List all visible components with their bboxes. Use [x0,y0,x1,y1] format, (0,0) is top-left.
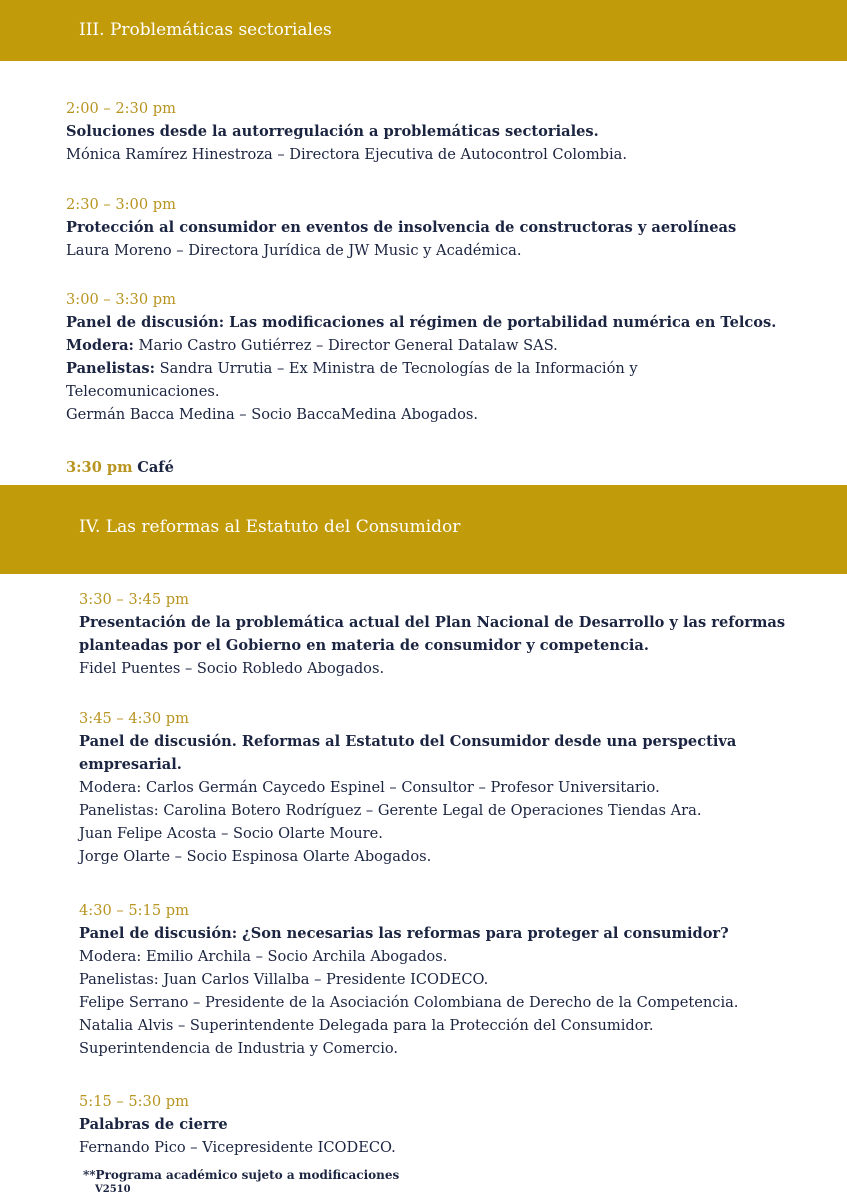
speaker-line: Laura Moreno – Directora Jurídica de JW Music y Académica. [66,242,522,259]
session-title-line: Presentación de la problemática actual del Plan Nacional de Desarrollo y las reformas [79,614,786,631]
footer-note: **Programa académico sujeto a modificaciones [83,1168,400,1182]
break-title: Café [137,459,174,476]
session-time: 5:15 – 5:30 pm [79,1093,189,1110]
speaker-line: Mónica Ramírez Hinestroza – Directora Ejecutiva de Autocontrol Colombia. [66,146,628,163]
panelists-line [66,357,776,380]
session-title-line: Panel de discusión. Reformas al Estatuto del Consumidor desde una perspectiva [79,733,737,750]
session-title-line: planteadas por el Gobierno en materia de consumidor y competencia. [79,637,649,654]
session-title: Panel de discusión: Las modificaciones al régimen de portabilidad numérica en Telcos. [66,314,777,331]
session-3 [66,288,776,426]
speaker-line: Felipe Serrano – Presidente de la Asociación Colombiana de Derecho de la Competencia. [79,994,739,1011]
session-title: Panel de discusión: ¿Son necesarias las reformas para proteger al consumidor? [79,925,729,942]
speaker-line: Modera: Emilio Archila – Socio Archila Abogados. [79,948,448,965]
speaker-line: Superintendencia de Industria y Comercio. [79,1040,399,1057]
session-time: 2:30 – 3:00 pm [66,196,176,213]
session-title: Soluciones desde la autorregulación a problemáticas sectoriales. [66,123,599,140]
session-time: 3:00 – 3:30 pm [66,291,176,308]
moderator-label: Modera: [66,337,134,354]
coffee-break [66,456,174,479]
session-6 [79,707,736,868]
session-title: Protección al consumidor en eventos de insolvencia de constructoras y aerolíneas [66,219,737,236]
break-time: 3:30 pm [66,459,133,476]
speaker-line: Juan Felipe Acosta – Socio Olarte Moure. [79,825,383,842]
speaker-line: Telecomunicaciones. [66,383,220,400]
session-title: Palabras de cierre [79,1116,228,1133]
speaker-line: Panelistas: Carolina Botero Rodríguez – Gerente Legal de Operaciones Tiendas Ara. [79,802,702,819]
footer-version: V2510 [95,1184,131,1195]
panelists-label: Panelistas: [66,360,156,377]
moderator-line [66,334,776,357]
speaker-line: Jorge Olarte – Socio Espinosa Olarte Abogados. [79,848,432,865]
session-time: 3:30 – 3:45 pm [79,591,189,608]
session-8 [79,1090,396,1159]
session-1 [66,97,627,166]
session-2 [66,193,736,262]
session-7 [79,899,738,1060]
speaker-line: Natalia Alvis – Superintendente Delegada para la Protección del Consumidor. [79,1017,654,1034]
session-time: 2:00 – 2:30 pm [66,100,176,117]
speaker-line: Fernando Pico – Vicepresidente ICODECO. [79,1139,396,1156]
panelist-name: Sandra Urrutia – Ex Ministra de Tecnologías de la Información y [155,360,638,377]
speaker-line: Modera: Carlos Germán Caycedo Espinel – Consultor – Profesor Universitario. [79,779,660,796]
section-title-iv: IV. Las reformas al Estatuto del Consumidor [79,517,461,537]
session-title-line: empresarial. [79,756,182,773]
speaker-line: Germán Bacca Medina – Socio BaccaMedina Abogados. [66,406,479,423]
moderator-name: Mario Castro Gutiérrez – Director General Datalaw SAS. [133,337,558,354]
section-title-iii: III. Problemáticas sectoriales [79,20,332,40]
session-time: 4:30 – 5:15 pm [79,902,189,919]
session-5 [79,588,785,680]
session-time: 3:45 – 4:30 pm [79,710,189,727]
speaker-line: Panelistas: Juan Carlos Villalba – Presidente ICODECO. [79,971,489,988]
speaker-line: Fidel Puentes – Socio Robledo Abogados. [79,660,385,677]
